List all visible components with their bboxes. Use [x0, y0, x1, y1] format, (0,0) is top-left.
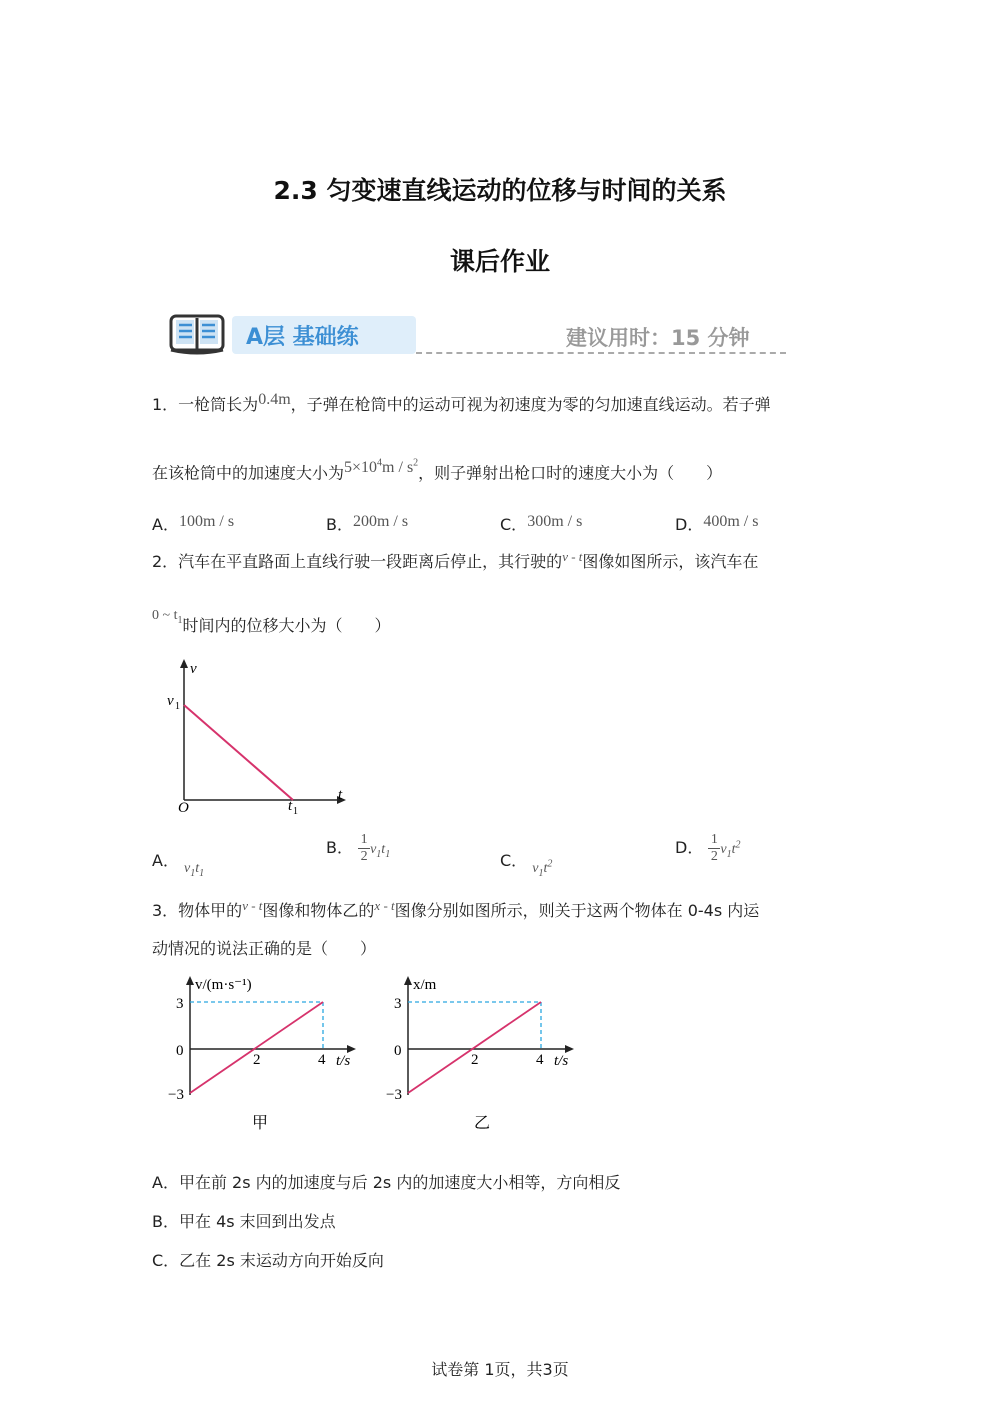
banner-divider: [416, 352, 786, 354]
level-label: A层 基础练: [246, 325, 359, 350]
q2-line1: [152, 551, 758, 574]
q1-line2: [152, 459, 722, 485]
q2-a-t-sub: 1: [199, 867, 205, 879]
q2-option-b-math: [370, 842, 391, 860]
q1-option-a-label: A．: [152, 515, 179, 534]
q3a-tick-x-2: 2: [253, 1052, 261, 1068]
q2-origin-label: O: [178, 800, 189, 816]
q3b-tick-y-neg3: −3: [386, 1087, 402, 1103]
q2-interval-base: 0 ~ t: [152, 608, 178, 623]
q2-line2: [152, 608, 391, 644]
q3b-caption: 乙: [474, 1115, 491, 1132]
q2-option-a-label: A．: [152, 851, 179, 870]
q2-c-v-sub: 1: [538, 867, 544, 879]
q2-d-fraction: [708, 832, 720, 865]
q3-option-b[interactable]: B．甲在 4s 末回到出发点: [152, 1212, 336, 1231]
q1-line1: [152, 391, 771, 417]
q2-c-t: t: [543, 861, 548, 876]
q2-a-v-sub: 1: [190, 867, 196, 879]
q2-text-b: 图像如图所示，该汽车在: [582, 552, 759, 571]
q2-option-b[interactable]: [326, 832, 390, 865]
q1-text-c: 在该枪筒中的加速度大小为: [152, 463, 345, 483]
q2-c-t-sup: 2: [547, 858, 553, 870]
q3a-tick-x-4: 4: [318, 1052, 326, 1068]
q3-option-c[interactable]: C．乙在 2s 末运动方向开始反向: [152, 1251, 384, 1270]
q2-c-v: v: [532, 861, 539, 876]
page-title: 2.3 匀变速直线运动的位移与时间的关系: [273, 176, 727, 205]
q3b-tick-x-4: 4: [536, 1052, 544, 1068]
q2-option-a[interactable]: [152, 848, 205, 879]
q2-option-b-label: B．: [326, 838, 353, 857]
q2-d-den: 2: [710, 849, 718, 864]
q1-option-c[interactable]: [500, 512, 582, 535]
q2-interval-math: [152, 608, 183, 626]
q2-vt-math: v - t: [562, 549, 583, 564]
q3-option-a[interactable]: A．甲在前 2s 内的加速度与后 2s 内的加速度大小相等，方向相反: [152, 1173, 621, 1192]
q2-option-a-math: [184, 861, 205, 879]
q3-graph-jia: [160, 970, 370, 1135]
q1-option-d-label: D．: [675, 515, 704, 534]
q2-t1-label: t: [288, 798, 293, 814]
q2-option-d-label: D．: [675, 838, 704, 857]
q1-accel-unit: m / s: [382, 459, 414, 477]
q1-option-a[interactable]: [152, 512, 234, 535]
q1-length-math: 0.4m: [258, 391, 291, 408]
q1-option-b[interactable]: [326, 512, 408, 535]
q2-option-c-label: C．: [500, 851, 528, 870]
q2-text-a: 2．汽车在平直路面上直线行驶一段距离后停止，其行驶的: [152, 552, 563, 571]
q3b-tick-y-3: 3: [394, 996, 402, 1012]
q3-xt-math: x - t: [374, 898, 395, 913]
q2-d-v: v: [720, 842, 727, 857]
q2-option-c-math: [532, 858, 553, 879]
q1-option-b-value: 200m / s: [352, 513, 409, 530]
q2-option-c[interactable]: [500, 848, 553, 879]
q1-option-a-value: 100m / s: [178, 513, 235, 530]
q2-d-t: t: [731, 842, 736, 857]
page-footer: 试卷第 1页，共3页: [431, 1360, 569, 1379]
book-icon: [168, 312, 226, 356]
q3a-caption: 甲: [252, 1115, 269, 1132]
q3-text-a: 3．物体甲的: [152, 901, 243, 920]
q2-y-axis-label: v: [190, 661, 197, 677]
q3a-tick-y-neg3: −3: [168, 1087, 184, 1103]
q3b-y-label: x/m: [413, 977, 437, 993]
q3a-tick-y-3: 3: [176, 996, 184, 1012]
q2-b-v: v: [370, 842, 377, 857]
q2-interval-sub: 1: [177, 614, 183, 626]
q2-a-t: t: [195, 861, 200, 876]
q3-line2: 动情况的说法正确的是（ ）: [152, 939, 377, 958]
q1-text-a: 1．一枪筒长为: [152, 395, 259, 414]
q1-accel-base: 5×10: [344, 459, 378, 477]
q2-b-v-sub: 1: [376, 848, 382, 860]
q2-vt-graph: [160, 655, 360, 820]
q2-x-axis-label: t: [338, 787, 343, 803]
q2-b-den: 2: [360, 849, 368, 864]
q1-accel-unit-exp: 2: [413, 458, 419, 469]
q2-text-c: 时间内的位移大小为（ ）: [182, 616, 391, 635]
q3b-x-label: t/s: [554, 1053, 569, 1069]
q2-b-t: t: [381, 842, 386, 857]
q2-option-d[interactable]: [675, 832, 741, 865]
q2-a-v: v: [184, 861, 191, 876]
q3b-tick-x-2: 2: [471, 1052, 479, 1068]
q3a-tick-y-0: 0: [176, 1043, 184, 1059]
time-hint: 建议用时：15 分钟: [566, 326, 750, 350]
q1-option-b-label: B．: [326, 515, 353, 534]
q3a-x-label: t/s: [336, 1053, 351, 1069]
q1-text-d: ，则子弹射出枪口时的速度大小为（ ）: [418, 463, 723, 483]
q3-vt-math: v - t: [242, 898, 263, 913]
q2-option-d-math: [720, 839, 741, 860]
q2-d-t-sup: 2: [735, 839, 741, 851]
page-subtitle: 课后作业: [449, 247, 550, 276]
q3a-y-label: v/(m·s⁻¹): [195, 977, 252, 993]
q2-t1-sub: 1: [293, 806, 298, 817]
q2-b-t-sub: 1: [385, 848, 391, 860]
q2-d-v-sub: 1: [726, 848, 732, 860]
q2-v1-label: v: [167, 693, 174, 709]
q2-v1-sub: 1: [175, 701, 180, 712]
q3b-tick-y-0: 0: [394, 1043, 402, 1059]
q1-accel-math: [344, 459, 418, 476]
q3-line1: [152, 900, 759, 923]
q1-option-d-value: 400m / s: [703, 513, 759, 530]
q2-b-num: 1: [360, 832, 368, 847]
q2-d-num: 1: [710, 832, 718, 847]
q1-option-d[interactable]: [675, 512, 758, 535]
q1-accel-exp: 4: [377, 458, 383, 469]
q3-text-c: 图像分别如图所示，则关于这两个物体在 0-4s 内运: [394, 901, 760, 920]
q1-option-c-label: C．: [500, 515, 528, 534]
q1-option-c-value: 300m / s: [527, 513, 583, 530]
q2-b-fraction: [358, 832, 370, 865]
q3-graph-yi: [378, 970, 588, 1135]
q3-text-b: 图像和物体乙的: [262, 901, 375, 920]
q1-text-b: ，子弹在枪筒中的运动可视为初速度为零的匀加速直线运动。若子弹: [290, 395, 771, 414]
